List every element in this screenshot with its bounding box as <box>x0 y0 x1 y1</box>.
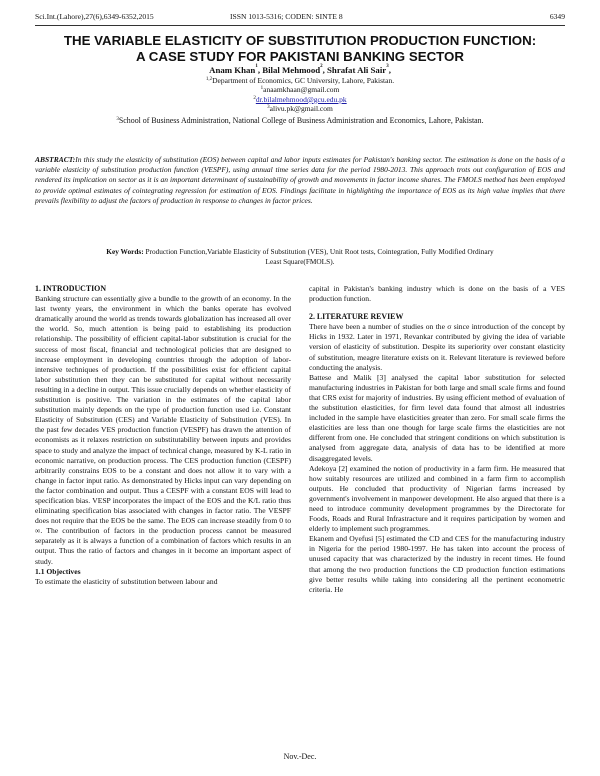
dept-sup: 1,2 <box>205 77 213 82</box>
title-line-2: A CASE STUDY FOR PAKISTANI BANKING SECTOR <box>135 48 464 64</box>
left-column <box>35 284 291 587</box>
email-3-sup: 3 <box>267 105 270 111</box>
email-3: alivu.pk@gmail.com <box>269 104 333 114</box>
right-column <box>309 284 565 595</box>
abstract-label: ABSTRACT: <box>35 155 76 164</box>
affiliation-school <box>0 116 600 125</box>
continuation-paragraph: capital in Pakistan's banking industry which is done on the basis of a VES production function. <box>309 284 565 304</box>
literature-paragraph-4: Ekanem and Oyefusi [5] estimated the CD and CES for the manufacturing industry in Nigeria for the period 1980-1997. He has taken into account the process of unused capacity that was characterized by the industry in recent times. He found that among the two production functions the CD production function estimations give better results while taking into considering all the pertinent econometric criteria. He <box>309 534 565 594</box>
literature-paragraph-3: Adekoya [2] examined the notion of productivity in a farm firm. He measured that how suitably resources are utilized and combined in a farm firm to accomplish outputs. He concluded that productivity of Nigerian farms increased by government's involvement in manpower development. He also argued that there is a need to introduce community development programmes by the Directorate for Foods, Roads and Rural Infrastracture and it requires participation by women and elderly to implement such programmes. <box>309 463 565 534</box>
introduction-paragraph: Banking structure can essentially give a bundle to the growth of an economy. In the last twenty years, the environment in which the banks operate has evolved dramatically around the world as trends towards globalization has increased all over the world. So, much attention is being paid to establishing its production relationship. The possibility of efficient capital-labor substitution is crucial for the success of most fiscal, financial and technological policies that are designed to increase employment in developing countries through the adoption of labor-intensive techniques of production. If the possibilities exist for efficient capital labor substitution then they can be substituted for capital without necessarily resulting in a decline in output. This issue crucially depends on whether elasticity of substitution is positive. The variation in the estimates of the capital labor substitution mainly depends on the type of production function used i.e. Constant Elasticity of Substitution (CES) and Variable Elasticity of Substitution (VES). In the past few decades VES production function (VESPF) has drawn the attention of economists as it relaxes restriction on substitutability between inputs and provides space to study and analyze the impact of technical change, measured by K-L ratio in economic narrative, on production process. The CES production function (CESPF) arbitrarily constrains EOS to be a constant and does not allow it to vary with a change in factor input ratio. As demonstrated by Hicks input can vary depending on the factor combination and output. Thus a CESPF with a constant EOS will lead to specification bias. VESP incorporates the impact of the EOS and the K/L ratio thus eliminating specification bias associated with changes in factor ratio. The VESPF does not require that the EOS be the same. The EOS can increase steadily from 0 to ∞. The contribution of factors in the production process cannot be measured separately as it is always a function of a combination of factors which results in an output. Thus the ratio of factors and changes in it become an important aspect of study. <box>35 294 291 566</box>
page-number: 6349 <box>549 12 565 21</box>
affiliation-department <box>0 76 600 85</box>
author-3-sup: 3 <box>386 64 389 69</box>
keywords <box>100 247 500 267</box>
author-3: , Shrafat Ali Sair <box>322 65 387 75</box>
school-sup: 3 <box>116 116 119 122</box>
keywords-label: Key Words: <box>106 247 144 256</box>
author-list <box>0 65 600 75</box>
author-list-tail: , <box>388 65 391 75</box>
paper-title <box>30 33 570 64</box>
issn: ISSN 1013-5316; CODEN: SINTE 8 <box>230 12 343 21</box>
dept-text: Department of Economics, GC University, Lahore, Pakistan. <box>212 76 395 85</box>
journal-citation: Sci.Int.(Lahore),27(6),6349-6352,2015 <box>35 12 154 21</box>
author-2: , Bilal Mehmood <box>257 65 321 75</box>
email-1-row <box>0 85 600 94</box>
email-3-row <box>0 104 600 113</box>
email-2-row <box>0 95 600 104</box>
literature-paragraph-1: There have been a number of studies on the σ since introduction of the concept by Hicks in 1932. Later in 1971, Revankar contributed by giving the idea of variable version of elasticity of substitution. Despite its superiority over constant elasticity of substitution, meagre literature exists on it. Relevant literature is reviewed before conducting the analysis. <box>309 322 565 372</box>
running-header <box>35 12 565 24</box>
header-rule <box>35 25 565 26</box>
school-text: School of Business Administration, National College of Business Administration and Economics, Lahore, Pakistan. <box>118 115 484 125</box>
objectives-paragraph: To estimate the elasticity of substitution between labour and <box>35 576 218 586</box>
keywords-text: Production Function,Variable Elasticity of Substitution (VES), Unit Root tests, Cointegration, Fully Modified Ordinary Least Square(FMOLS). <box>145 247 494 267</box>
abstract <box>35 155 565 206</box>
email-2-link[interactable]: dr.bilalmehmood@gcu.edu.pk <box>255 94 347 104</box>
abstract-text: In this study the elasticity of substitution (EOS) between capital and labor inputs estimates for Pakistan's banking sector. The estimation is done on the basis of a variable elasticity of substitution production function (VESPF), using annual time series data for the period 1980-2013. This approach trots out configuration of EOS and rendered its implication on sector as it is an important determinant of sustainability of growth and movements in factor income shares. The FMOLS method has been employed to provide optimal estimates of cointegrating regression for estimation of EOS. Findings facilitate in highlighting the importance of EOS as its high value implies that there prevails flexibility to adjust the factors of production in response to changes in factor prices. <box>35 155 565 205</box>
affiliations <box>0 76 600 125</box>
author-1: Anam Khan <box>209 65 256 75</box>
email-1: anaamkhaan@gmail.com <box>263 85 340 95</box>
literature-paragraph-2: Battese and Malik [3] analysed the capital labor substitution for selected manufacturing industries in Pakistan for both large and small scale firms and found that CRS exist for majority of industries. By using efficient method of evaluation of the substitution elasticities, for firm level data found that almost all industries included in the sample have elasticities greater than zero. For small scale firms the elasticities are less than one though for large scale firms the elasticities are not different from one. He concluded that stringent conditions on which substitution is analysed from aggregate data, analysis of data has to be identified at more disaggregated levels. <box>309 372 565 463</box>
literature-review-heading: 2. LITERATURE REVIEW <box>309 312 404 322</box>
objectives-heading: 1.1 Objectives <box>35 566 81 576</box>
introduction-heading: 1. INTRODUCTION <box>35 284 107 293</box>
author-1-sup: 1 <box>255 64 258 69</box>
email-2-sup: 2 <box>253 95 256 101</box>
title-line-1: THE VARIABLE ELASTICITY OF SUBSTITUTION PRODUCTION FUNCTION: <box>63 33 537 48</box>
author-2-sup: 2 <box>320 64 323 69</box>
email-1-sup: 1 <box>260 86 264 92</box>
page-footer: Nov.-Dec. <box>283 752 317 761</box>
